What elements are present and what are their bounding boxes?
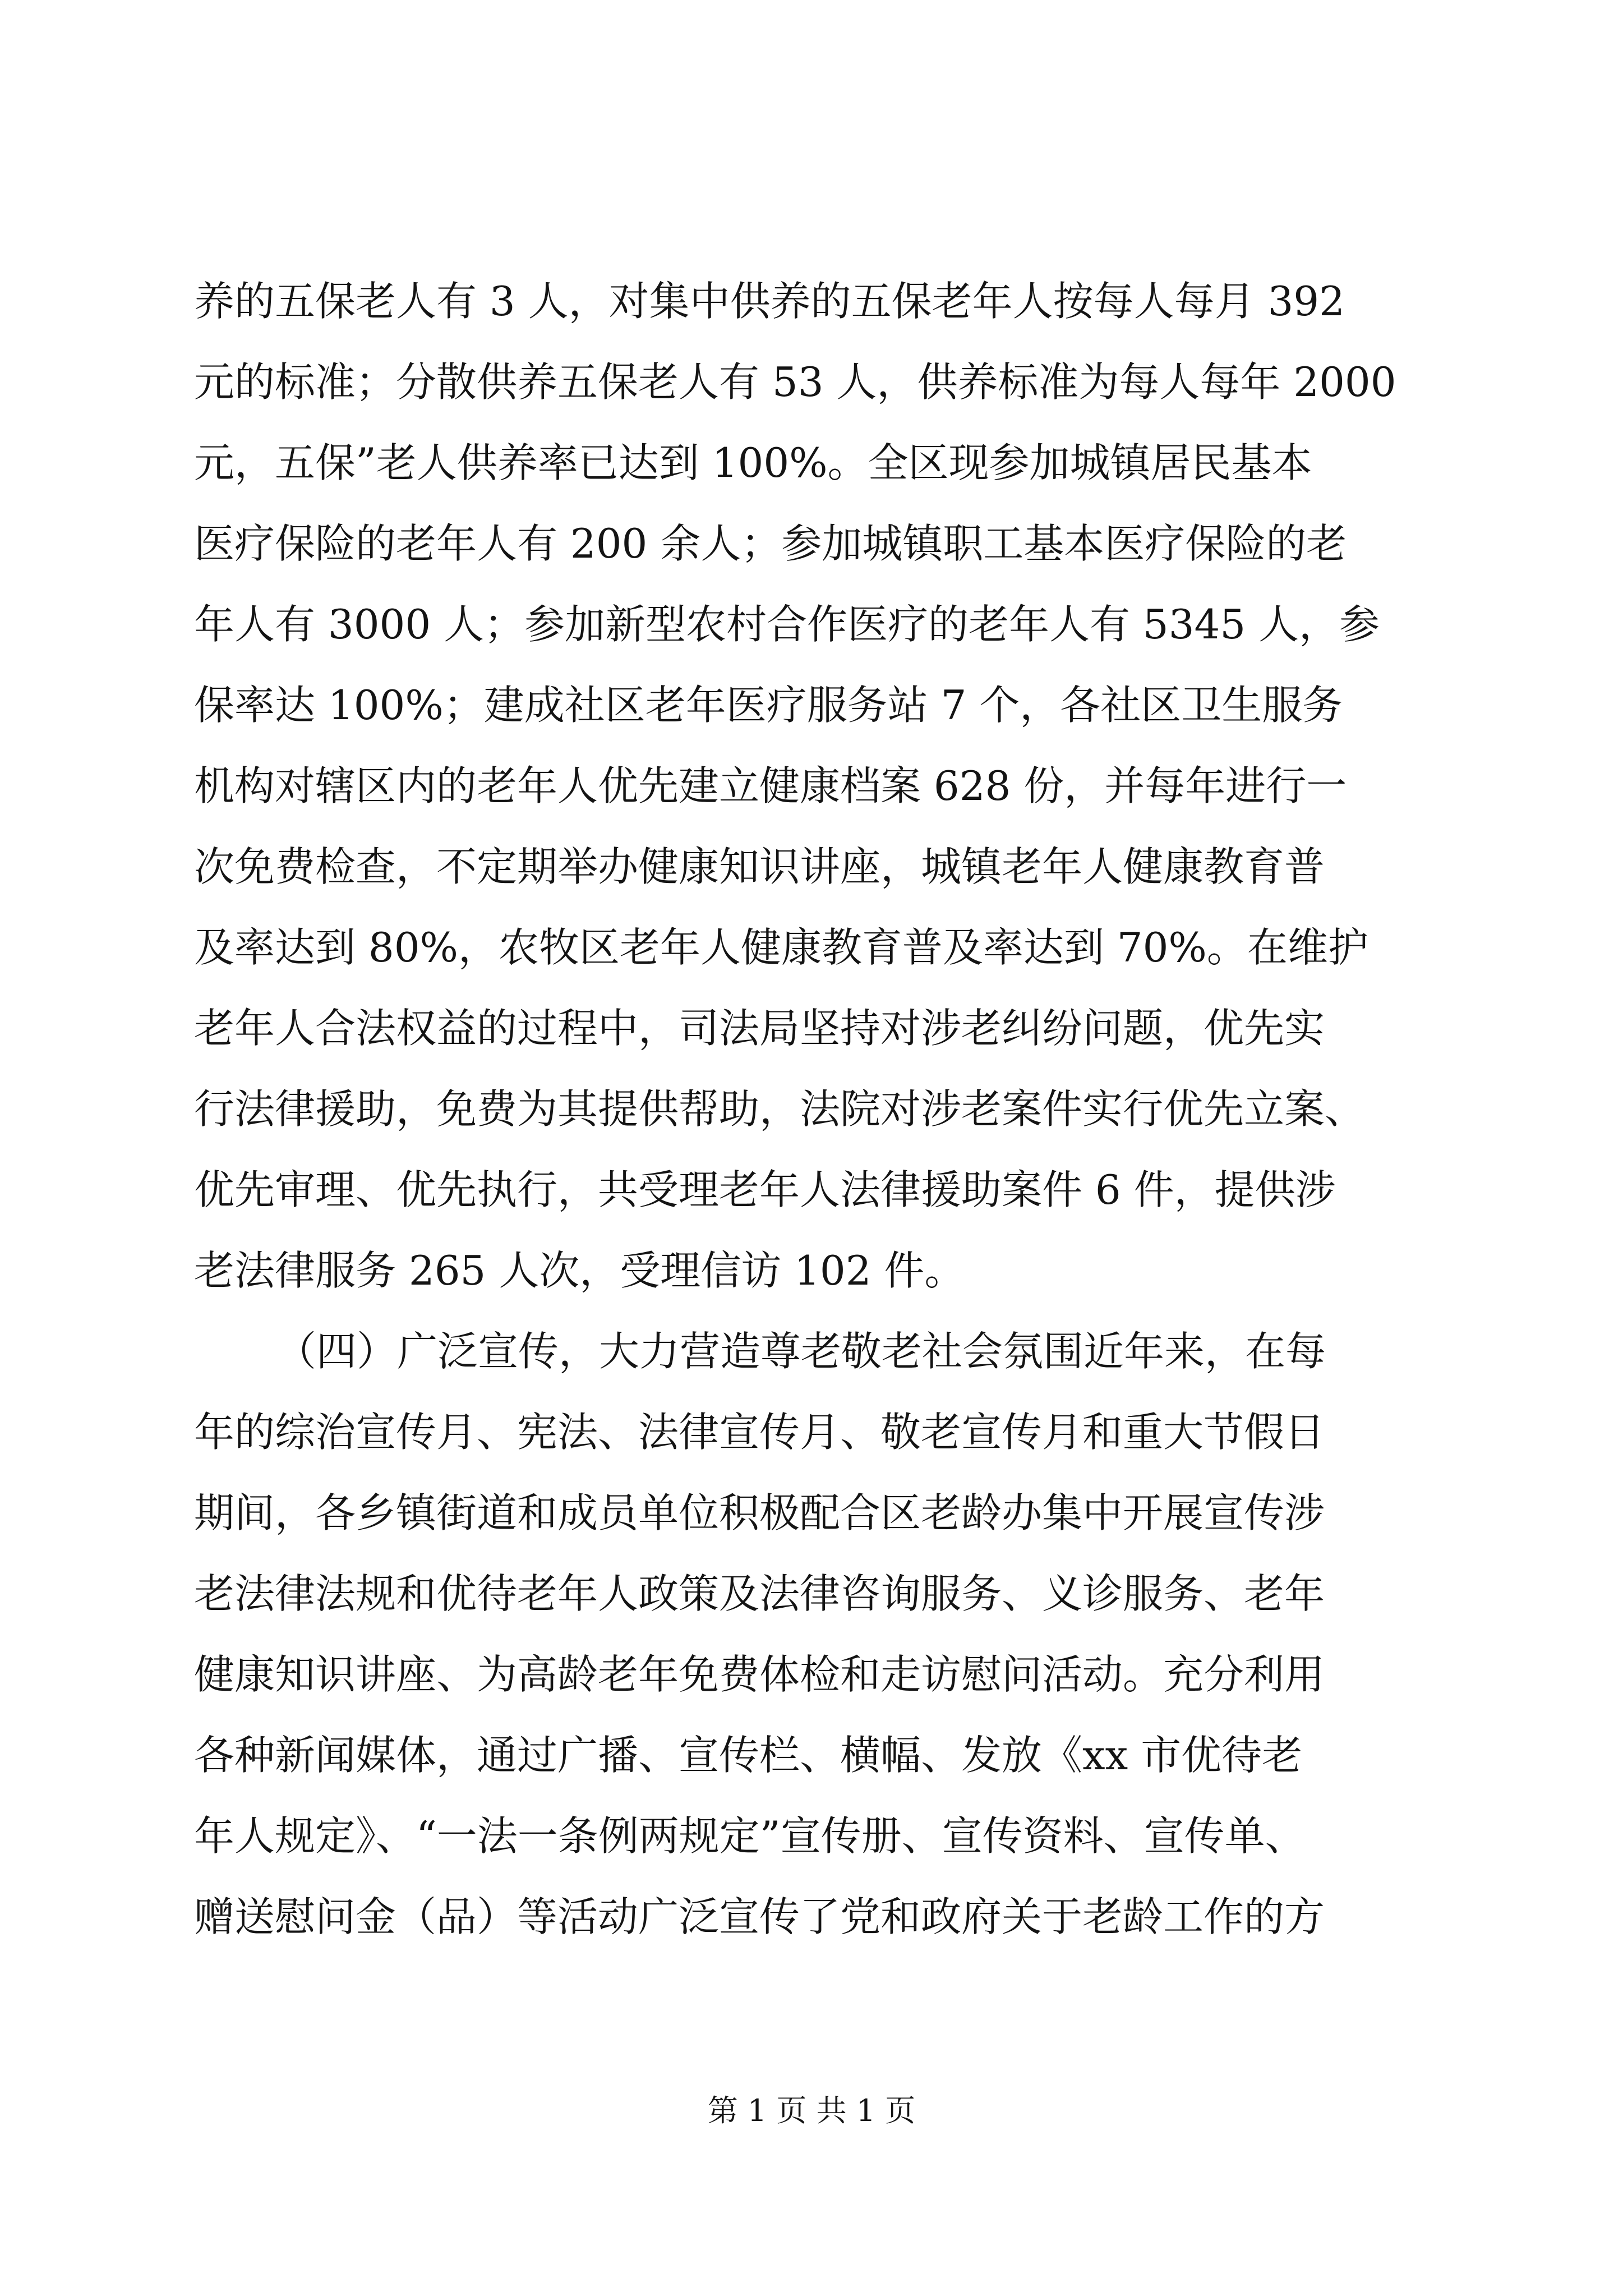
text-line: 老法律法规和优待老年人政策及法律咨询服务、义诊服务、老年 xyxy=(194,1570,1325,1617)
text-line: 医疗保险的老年人有 200 余人；参加城镇职工基本医疗保险的老 xyxy=(194,520,1347,567)
text-line: 养的五保老人有 3 人，对集中供养的五保老年人按每人每月 392 xyxy=(194,278,1345,325)
page-footer: 第 1 页 共 1 页 xyxy=(707,2093,916,2128)
text-line: 年人有 3000 人；参加新型农村合作医疗的老年人有 5345 人，参 xyxy=(194,601,1380,648)
text-line: 赠送慰问金（品）等活动广泛宣传了党和政府关于老龄工作的方 xyxy=(194,1893,1325,1940)
text-line: 保率达 100%；建成社区老年医疗服务站 7 个，各社区卫生服务 xyxy=(194,682,1343,729)
text-line: 元的标准；分散供养五保老人有 53 人，供养标准为每人每年 2000 xyxy=(194,358,1396,406)
text-line: 年的综治宣传月、宪法、法律宣传月、敬老宣传月和重大节假日 xyxy=(194,1409,1325,1456)
text-line: 老法律服务 265 人次，受理信访 102 件。 xyxy=(194,1247,965,1294)
text-line: 机构对辖区内的老年人优先建立健康档案 628 份，并每年进行一 xyxy=(194,762,1347,809)
text-line: 期间，各乡镇街道和成员单位积极配合区老龄办集中开展宣传涉 xyxy=(194,1489,1325,1536)
text-line: 行法律援助，免费为其提供帮助，法院对涉老案件实行优先立案、 xyxy=(194,1085,1366,1133)
text-line: 各种新闻媒体，通过广播、宣传栏、横幅、发放《xx 市优待老 xyxy=(194,1732,1303,1779)
document-body xyxy=(194,261,1428,1957)
text-line: 健康知识讲座、为高龄老年免费体检和走访慰问活动。充分利用 xyxy=(194,1651,1325,1698)
text-line: 老年人合法权益的过程中，司法局坚持对涉老纠纷问题，优先实 xyxy=(194,1005,1325,1052)
text-line: 元，五保”老人供养率已达到 100%。全区现参加城镇居民基本 xyxy=(194,439,1312,486)
text-line: 优先审理、优先执行，共受理老年人法律援助案件 6 件，提供涉 xyxy=(194,1166,1336,1213)
text-line: 次免费检查，不定期举办健康知识讲座，城镇老年人健康教育普 xyxy=(194,843,1325,890)
text-line: 及率达到 80%，农牧区老年人健康教育普及率达到 70%。在维护 xyxy=(194,924,1368,971)
section-heading-line: （四）广泛宣传，大力营造尊老敬老社会氛围近年来，在每 xyxy=(276,1328,1326,1375)
text-line: 年人规定》、“一法一条例两规定”宣传册、宣传资料、宣传单、 xyxy=(194,1812,1306,1860)
